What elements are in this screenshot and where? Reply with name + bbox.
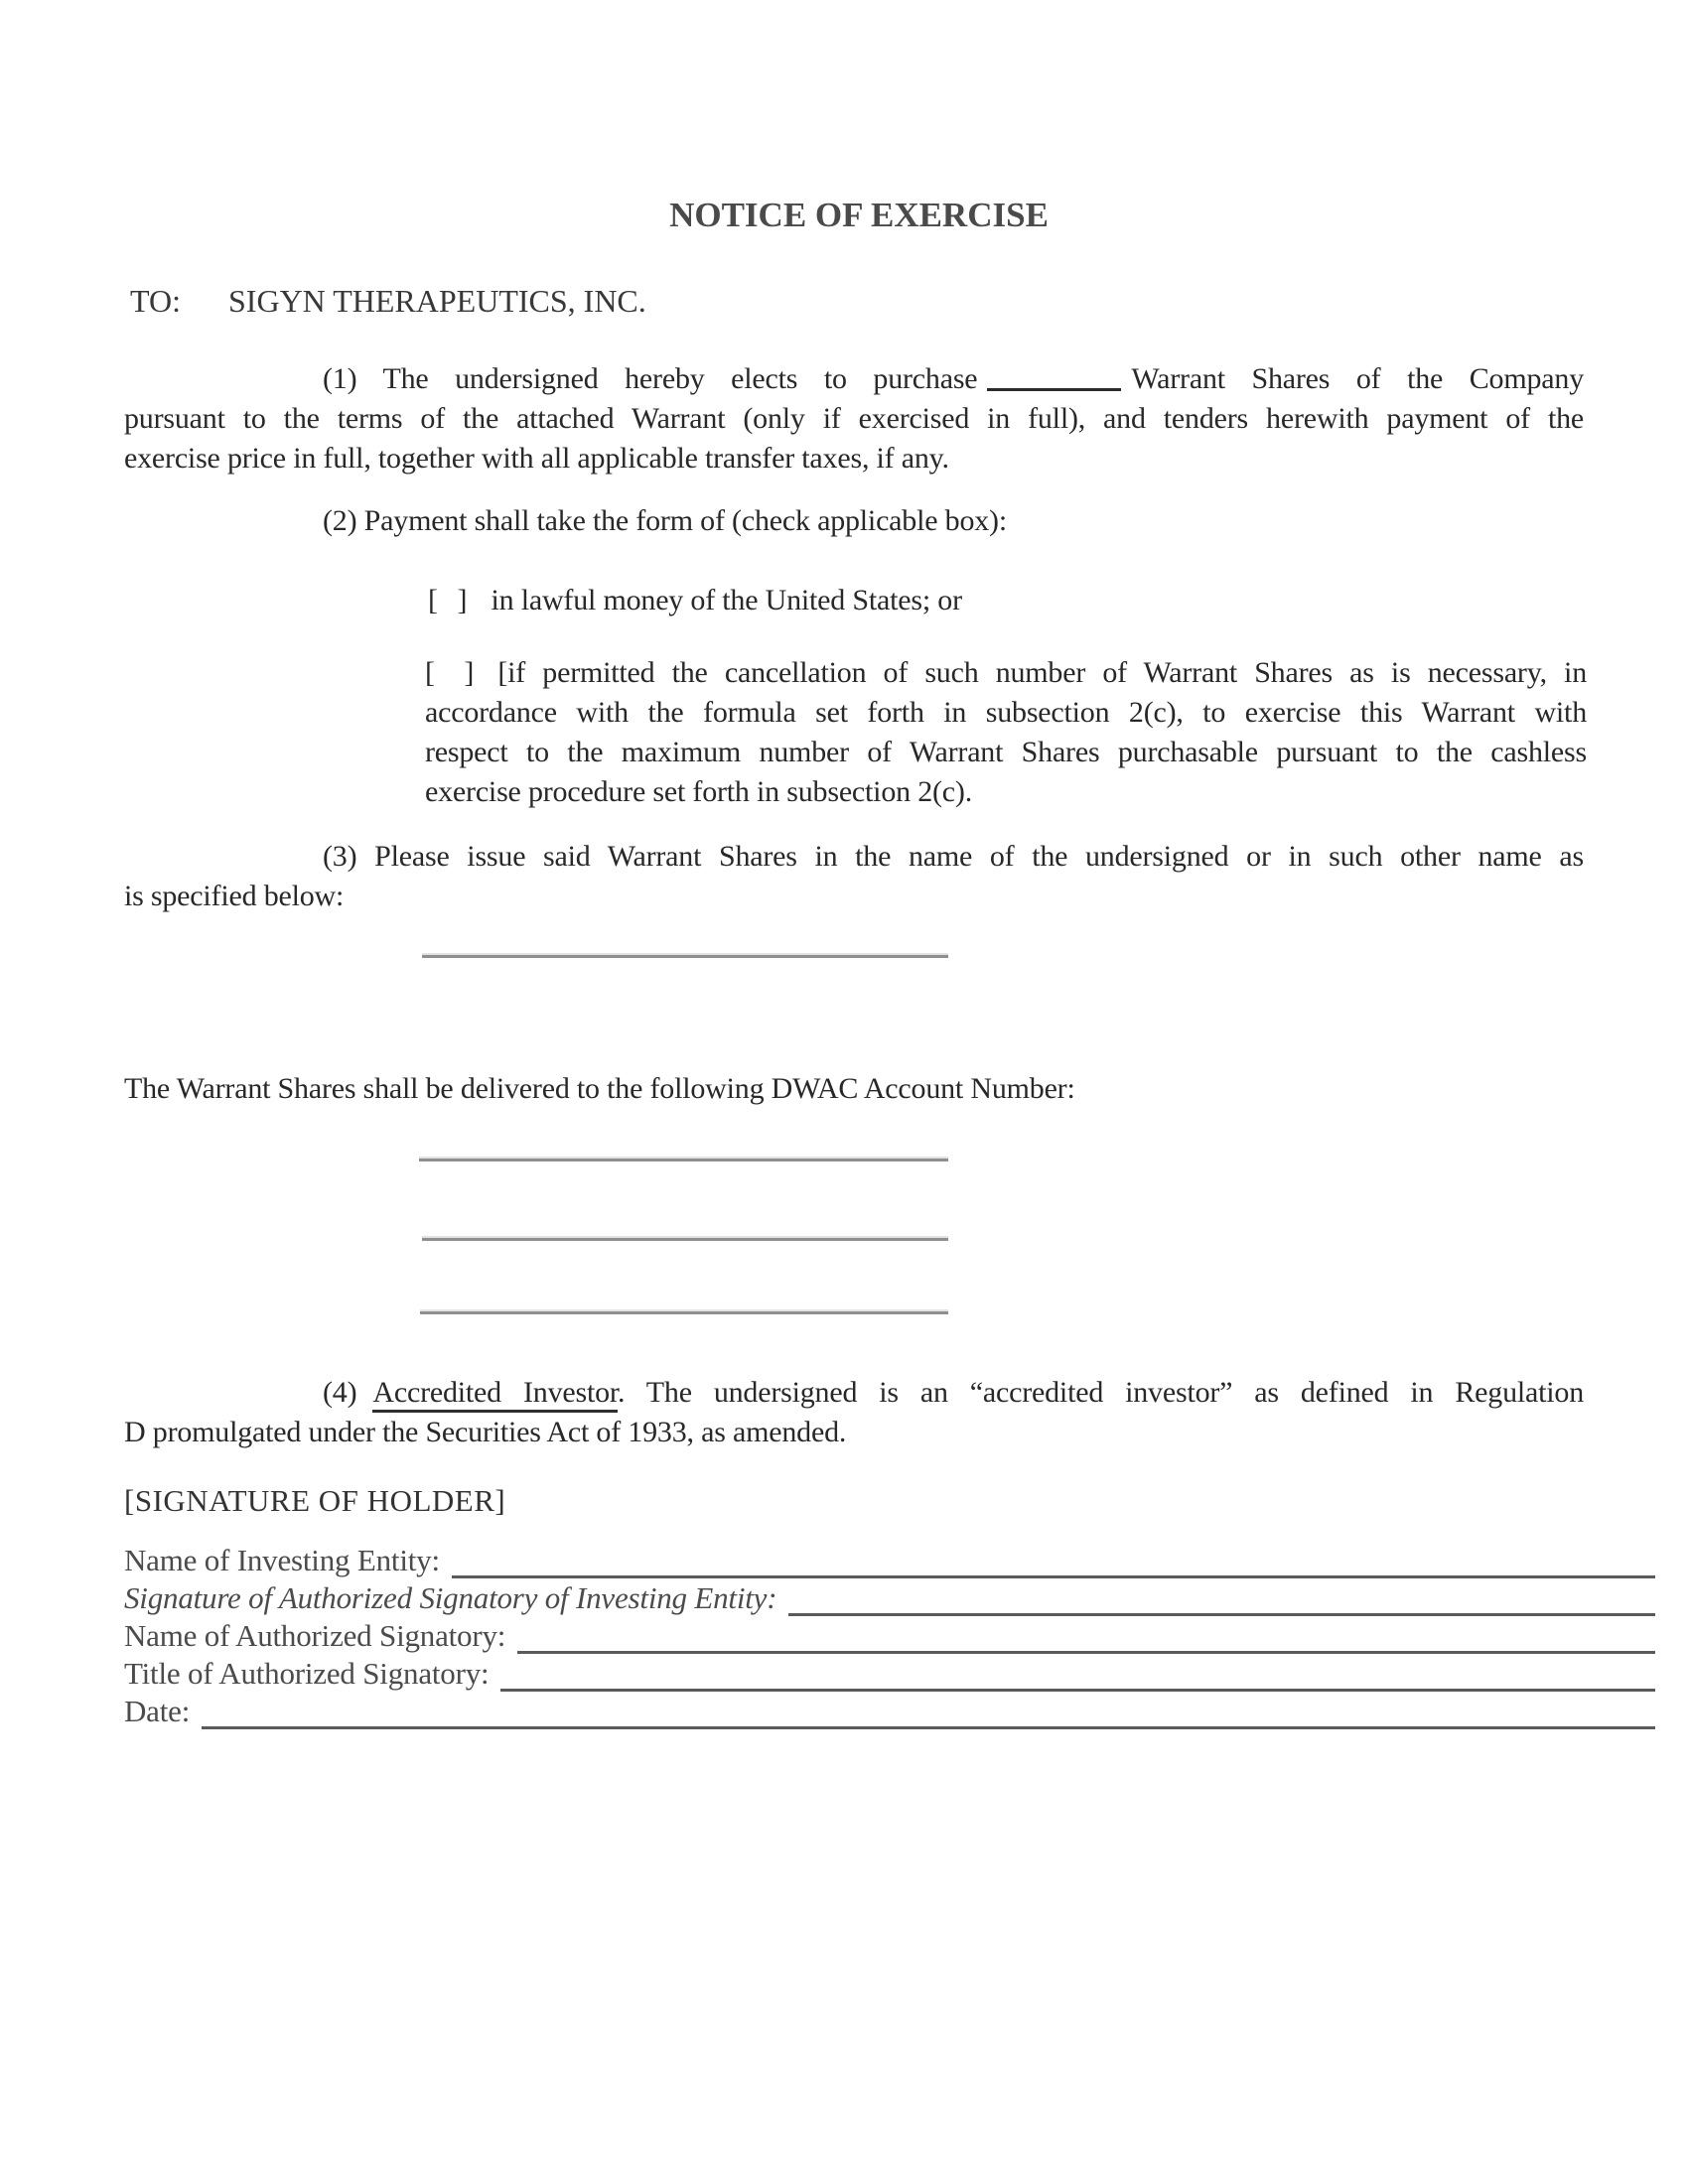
- signatory-name-line: [517, 1617, 1655, 1654]
- cashless-option-line-1: [425, 653, 1587, 693]
- date-line: [202, 1693, 1655, 1729]
- signatory-name-label: Name of Authorized Signatory:: [124, 1618, 506, 1653]
- paragraph-2-heading: (2) Payment shall take the form of (check applicable box):: [323, 504, 1007, 537]
- paragraph-4-line-1: [124, 1373, 1584, 1413]
- payment-option-cash: [428, 581, 962, 620]
- paragraph-1-line-1-post: Warrant Shares of the Company: [1131, 362, 1584, 395]
- addressee-line: [130, 283, 646, 320]
- paragraph-1-line-2: pursuant to the terms of the attached Warrant (only if exercised in full), and tenders herewith payment of the: [124, 402, 1584, 435]
- investing-entity-line: [452, 1542, 1655, 1578]
- date-label: Date:: [124, 1694, 191, 1728]
- paragraph-1-elect-to-purchase: [124, 359, 1584, 478]
- paragraph-1-line-3: exercise price in full, together with all applicable transfer taxes, if any.: [124, 442, 949, 475]
- accredited-investor-underlined: Accredited Investor: [372, 1376, 618, 1413]
- paragraph-4-line-1-rest: . The undersigned is an “accredited investor” as defined in Regulation: [618, 1376, 1584, 1409]
- signature-row-signatory-name: [124, 1616, 1655, 1654]
- dwac-account-blank-line-3: [420, 1309, 948, 1314]
- issue-name-blank-line: [422, 953, 948, 958]
- signature-row-authorized-signature: [124, 1578, 1655, 1616]
- cashless-option-line-2: accordance with the formula set forth in subsection 2(c), to exercise this Warrant with: [425, 696, 1587, 729]
- paragraph-4-accredited-investor: [124, 1373, 1584, 1452]
- cashless-option-line-4: exercise procedure set forth in subsection 2(c).: [425, 775, 973, 808]
- company-name: SIGYN THERAPEUTICS, INC.: [228, 283, 646, 319]
- paragraph-3-issue-shares: [124, 837, 1584, 916]
- cashless-option-line-3: respect to the maximum number of Warrant Shares purchasable pursuant to the cashless: [425, 736, 1587, 768]
- paragraph-4-line-2: D promulgated under the Securities Act of 1933, as amended.: [124, 1416, 847, 1448]
- signature-row-signatory-title: [124, 1654, 1655, 1692]
- signatory-title-label: Title of Authorized Signatory:: [124, 1656, 490, 1691]
- signature-row-date: [124, 1692, 1655, 1729]
- cashless-option-line-1-text: [if permitted the cancellation of such number of Warrant Shares as is necessary, in: [497, 656, 1587, 689]
- share-count-blank: [987, 362, 1121, 391]
- cash-option-checkbox: [ ]: [428, 584, 474, 616]
- to-label: TO:: [130, 283, 181, 319]
- signature-row-investing-entity: [124, 1541, 1655, 1578]
- authorized-signature-label: Signature of Authorized Signatory of Investing Entity:: [124, 1580, 777, 1615]
- paragraph-3-line-2: is specified below:: [124, 880, 345, 912]
- authorized-signature-line: [788, 1579, 1655, 1616]
- payment-option-cashless: [425, 653, 1587, 812]
- dwac-instruction: The Warrant Shares shall be delivered to the following DWAC Account Number:: [124, 1072, 1075, 1105]
- signature-block: [124, 1541, 1655, 1729]
- dwac-account-blank-line-1: [419, 1157, 948, 1161]
- paragraph-1-line-1-pre: (1) The undersigned hereby elects to purchase: [323, 362, 978, 395]
- page-title: NOTICE OF EXERCISE: [669, 196, 1049, 234]
- investing-entity-label: Name of Investing Entity:: [124, 1543, 440, 1577]
- paragraph-1-line-1: [124, 359, 1584, 399]
- signature-holder-heading: [SIGNATURE OF HOLDER]: [124, 1483, 506, 1518]
- paragraph-4-number: (4): [323, 1376, 357, 1409]
- cashless-option-checkbox: [ ]: [425, 656, 481, 689]
- dwac-account-blank-line-2: [422, 1236, 948, 1241]
- cash-option-text: in lawful money of the United States; or: [491, 584, 962, 616]
- signatory-title-line: [500, 1655, 1655, 1692]
- paragraph-3-line-1: (3) Please issue said Warrant Shares in the name of the undersigned or in such other name as: [323, 840, 1584, 873]
